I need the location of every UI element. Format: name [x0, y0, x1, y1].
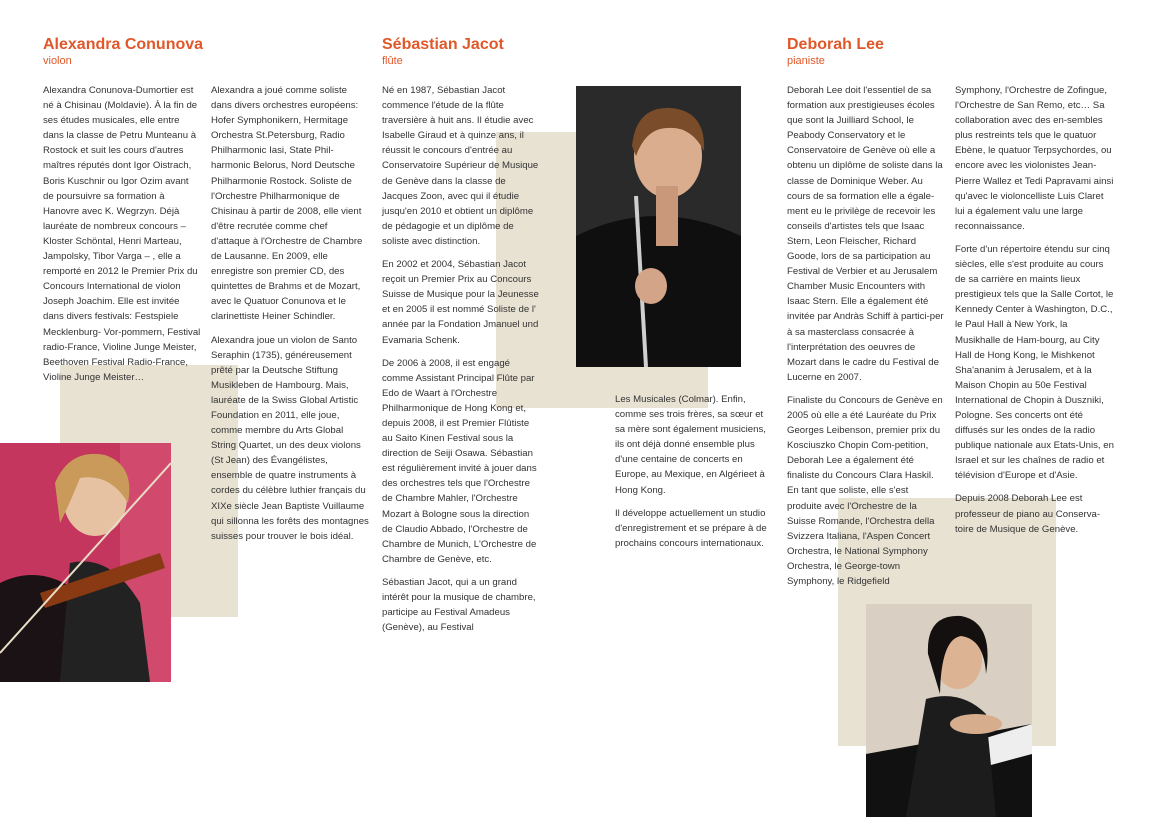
bio-paragraph: De 2006 à 2008, il est engagé comme Assistant Principal Flûte par Edo de Waart à l'Orchestre Philharmonique de Hong Kong et, depuis 2008, il est Premier Flûtiste au Saito Kinen Festival sous la direction de Seiji Osawa. Sébastian est régulièrement invité à jouer dans des orchestres tels que l'Orchestre de Chambre Mahler, l'Orchestre Mozart à Bologne sous la direction de Claudio Abbado, l'Orchestre de Chambre de Munich, L'Orchestre de Chambre de Genève, etc.: [382, 357, 537, 565]
bio-paragraph: Symphony, l'Orchestre de Zofingue, l'Orchestre de San Remo, etc… Sa collaboration avec des en-sembles plus restreints tels que le quatuor Ebène, le quatuor Terpsychordes, ou encore avec les violonistes Jean-Pierre Wallez et Tedi Papravami ainsi qu'avec le violoncelliste Luis Claret lui a également valu une large reconnaissance.: [955, 85, 1114, 232]
bio-paragraph: Alexandra a joué comme soliste dans divers orchestres européens: Hofer Symphonikern, Hermitage Orchestra St.Petersburg, Radio Philharmonic Iasi, State Phil-harmonic Belorus, Nord Deutsche Philharmonie Rostock. Soliste de l'Orchestre Philharmonique de Chisinau à partir de 2008, elle vient d'être recrutée comme chef d'attaque à l'Orchestre de Chambre de Lausanne. En 2009, elle enregistre son premier CD, des quintettes de Brahms et de Mozart, avec le Quatuor Conunova et le clarinettiste Heiner Schindler.: [211, 85, 363, 323]
bio-paragraph: Les Musicales (Colmar). Enfin, comme ses trois frères, sa sœur et sa mère sont également musiciens, ils ont déjà donné ensemble plus d'une centaine de concerts en Europe, au Mexique, en Algérieet à Hong Kong.: [615, 394, 766, 496]
bio-column: [615, 392, 775, 559]
bio-column: [43, 83, 201, 393]
artist-name: Deborah Lee: [787, 36, 884, 53]
artist-instrument: pianiste: [787, 55, 825, 67]
pianist-photo: [866, 604, 1032, 817]
bio-paragraph: Sébastian Jacot, qui a un grand intérêt pour la musique de chambre, participe au Festival Amadeus (Genève), au Festival: [382, 576, 536, 634]
bio-column: [955, 83, 1115, 545]
artist-instrument: violon: [43, 55, 72, 67]
bio-paragraph: Alexandra joue un violon de Santo Seraphin (1735), généreusement prêté par la Deutsche Stiftung Musikleben de Hambourg. Mais, lauréate de la Swiss Global Artistic Foundation en 2011, elle joue, comme membre du Arts Global String Quartet, un des deux violons (St Jean) des Évangélistes, ensemble de quatre instruments à cordes du célèbre luthier français du XIXe siècle Jean Baptiste Vuillaume qui sillonna les forêts des montagnes suisses pour trouver le bois idéal.: [211, 334, 369, 542]
bio-column: [382, 83, 540, 643]
artist-name: Alexandra Conunova: [43, 36, 204, 53]
bio-column: [787, 83, 945, 597]
bio-column: [211, 83, 369, 552]
bio-paragraph: Finaliste du Concours de Genève en 2005 où elle a été Lauréate du Prix Georges Leibenson, premier prix du Kosciuszko Chopin Com-petition, Deborah Lee a également été finaliste du Concours Clara Haskil. En tant que soliste, elle s'est produite avec l'Orchestre de la Suisse Romande, l'Orchestra della Svizzera Italiana, l'Aspen Concert Orchestra, le National Symphony Orchestra, le George-town Symphony, le Ridgefield: [787, 394, 943, 587]
bio-paragraph: Depuis 2008 Deborah Lee est professeur de piano au Conserva-toire de Musique de Genève.: [955, 493, 1101, 535]
bio-paragraph: Il développe actuellement un studio d'enregistrement et se prépare à de prochains concours internationaux.: [615, 507, 767, 549]
artist-instrument: flûte: [382, 55, 403, 67]
bio-paragraph: Alexandra Conunova-Dumortier est né à Chisinau (Moldavie). À la fin de ses études musicales, elle entre dans la classe de Petru Munteanu à Rostock et suit les cours d'autres maîtres réputés dont Igor Oistrach, Boris Kuschnir ou Igor Ozim avant de poursuivre sa formation à Hanovre avec K. Wegrzyn. Déjà lauréate de nombreux concours – Kloster Schöntal, Henri Marteau, Jampolsky, Tibor Varga – , elle a remporté en 2012 le Premier Prix du Concours International de violon Joseph Joachim. Elle est invitée dans divers festivals: Festspiele Mecklenburg- Vor-pommern, Festival radio-France, Violine Junge Meister, Beethoven Festival Radio-France, Violine Junge Meister…: [43, 85, 201, 383]
bio-paragraph: Né en 1987, Sébastian Jacot commence l'étude de la flûte traversière à huit ans. Il étudie avec Isabelle Giraud et à quinze ans, il réussit le concours d'entrée au Conservatoire Supérieur de Musique de Genève dans la classe de Jacques Zoon, avec qui il étudie jusqu'en 2010 et obtient un diplôme de pédagogie et un diplôme de soliste avec distinction.: [382, 85, 539, 247]
bio-paragraph: Forte d'un répertoire étendu sur cinq siècles, elle s'est produite au cours de sa carrière en maints lieux prestigieux tels que la Salle Cortot, le Kennedy Center à Washington, D.C., le Paul Hall à New York, la Musikhalle de Ham-bourg, au City Hall de Hong Kong, le Mishkenot Sha'ananim à Jerusalem, et à la Maison Chopin au 50e Festival International de Chopin à Duszniki, Pologne. Ses concerts ont été diffusés sur les ondes de la radio publique nationale aux Etats-Unis, en Israel et sur les chaînes de radio et télévision d'Europe et d'Asie.: [955, 243, 1114, 482]
bio-paragraph: Deborah Lee doit l'essentiel de sa formation aux prestigieuses écoles que sont la Juilliard School, le Peabody Conservatory et le Conservatoire de Genève où elle a obtenu un diplôme de soliste dans la classe de Dominique Weber. Au cours de sa formation elle a égale-ment eu le privilège de recevoir les conseils d'artistes tels que Isaac Stern, Leon Fleischer, Richard Goode, lors de sa participation au Festival de Verbier et au Jerusalem Chamber Music Encounters with Isaac Stern. Elle a également été invitée par Andràs Schiff à partici-per à sa masterclass consacrée à l'interprétation des oeuvres de Mozart dans le cadre du Festival de Lucerne en 2007.: [787, 85, 944, 383]
flutist-photo: [576, 86, 741, 367]
bio-paragraph: En 2002 et 2004, Sébastian Jacot reçoit un Premier Prix au Concours Suisse de Musique pour la Jeunesse et en 2005 il est nommé Soliste de l' année par la Fondation Jmanuel und Evamaria Schenk.: [382, 259, 539, 346]
artist-name: Sébastian Jacot: [382, 36, 504, 53]
violinist-photo: [0, 443, 171, 682]
